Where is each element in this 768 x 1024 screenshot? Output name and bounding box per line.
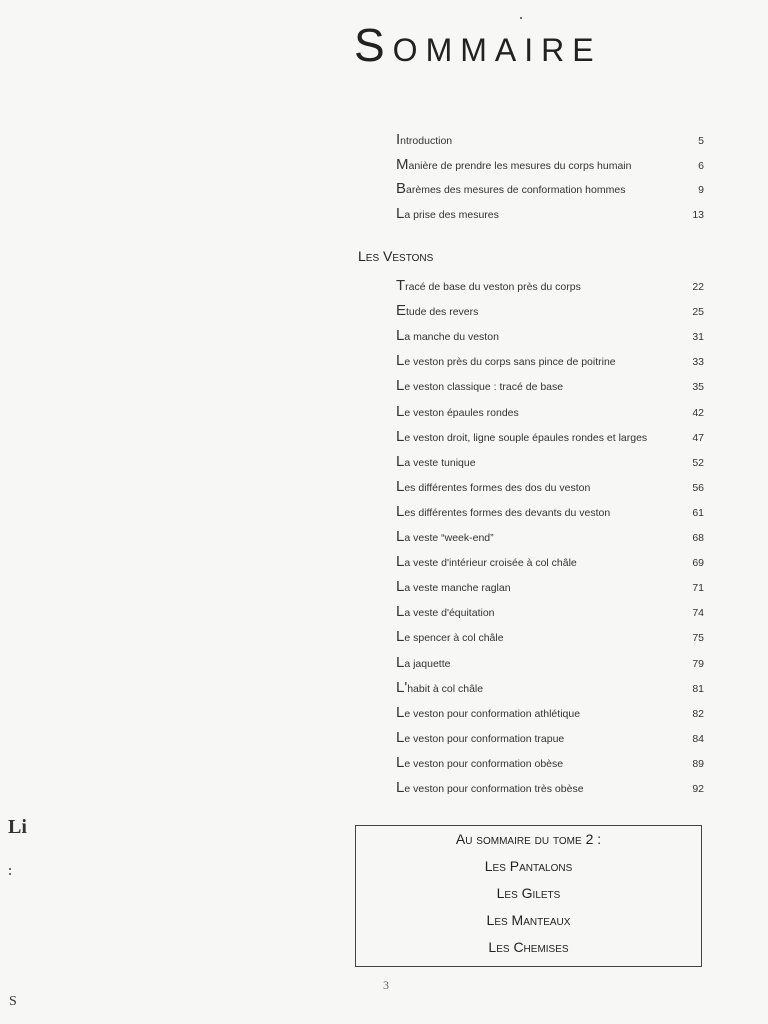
toc-entry (396, 156, 704, 176)
toc-entry-page: 6 (698, 159, 704, 172)
toc-entry-label: Le veston près du corps sans pince de poitrine (396, 352, 616, 370)
margin-fragment-top: Li (8, 816, 27, 838)
toc-entry-label: Le veston pour conformation très obèse (396, 779, 584, 796)
toc-entry (396, 679, 704, 699)
toc-entry-label: La jaquette (396, 653, 451, 671)
toc-entry-label: La veste manche raglan (396, 578, 511, 596)
toc-entry-page: 56 (692, 481, 704, 494)
toc-entry (396, 729, 704, 749)
toc-entry-label: La veste “week-end” (396, 528, 494, 545)
toc-entry-label: Le veston pour conformation trapue (396, 728, 565, 746)
tome-2-item: Les Chemises (488, 939, 569, 955)
toc-entry-label: Barèmes des mesures de conformation hommes (396, 180, 626, 198)
toc-entry (396, 779, 704, 799)
toc-entry-page: 31 (692, 331, 704, 344)
toc-entry-page: 79 (692, 657, 704, 670)
toc-entry-page: 9 (698, 184, 704, 197)
toc-entry-page: 47 (692, 431, 704, 444)
margin-dot (9, 868, 11, 870)
toc-entry (396, 377, 704, 397)
toc-entry (396, 578, 704, 598)
toc-entry (396, 180, 704, 200)
toc-entry-page: 42 (692, 406, 704, 419)
toc-entry-label: Manière de prendre les mesures du corps humain (396, 155, 632, 173)
toc-entry (396, 478, 704, 498)
toc-entry-page: 33 (692, 356, 704, 369)
toc-entry-page: 68 (692, 532, 704, 544)
toc-entry-label: L'habit à col châle (396, 678, 484, 696)
toc-entry (396, 628, 704, 648)
toc-entry (396, 205, 704, 225)
page-title: Sommaire (354, 19, 602, 71)
tome-2-item: Les Manteaux (486, 912, 571, 928)
margin-fragment-bottom: S (9, 994, 17, 1009)
toc-entry-page: 69 (692, 557, 704, 570)
toc-entry (396, 327, 704, 347)
toc-entry (396, 603, 704, 623)
toc-entry-label: Les différentes formes des devants du veston (396, 502, 611, 520)
toc-entry-label: Le veston droit, ligne souple épaules rondes et larges (396, 427, 648, 445)
toc-entry-label: Le veston pour conformation obèse (396, 753, 564, 771)
toc-entry-page: 61 (692, 506, 704, 519)
toc-entry-page: 75 (692, 632, 704, 645)
toc-entry-label: La manche du veston (396, 327, 499, 345)
toc-entry-page: 35 (692, 381, 704, 394)
toc-entry-label: Le spencer à col châle (396, 628, 504, 646)
toc-entry-page: 92 (692, 783, 704, 795)
toc-entry-label: Le veston classique : tracé de base (396, 377, 564, 395)
tome-2-summary-box (355, 825, 702, 967)
margin-dot (9, 873, 11, 875)
toc-entry-label: La veste d'équitation (396, 603, 495, 621)
toc-entry-label: Etude des revers (396, 302, 479, 320)
toc-entry (396, 428, 704, 448)
toc-entry-page: 71 (692, 582, 704, 595)
toc-entry (396, 131, 704, 151)
toc-entry-page: 84 (692, 732, 704, 745)
toc-entry-label: La veste d'intérieur croisée à col châle (396, 553, 577, 571)
toc-entry (396, 277, 704, 297)
toc-entry-page: 82 (692, 707, 704, 720)
tome-2-heading: Au sommaire du tome 2 : (455, 831, 602, 847)
toc-entry-label: Introduction (396, 131, 453, 148)
toc-entry (396, 754, 704, 774)
toc-entry (396, 654, 704, 674)
toc-entry (396, 352, 704, 372)
tome-2-item: Les Pantalons (484, 858, 573, 874)
page-number: 3 (383, 978, 389, 992)
toc-entry (396, 553, 704, 573)
toc-entry-page: 13 (692, 209, 704, 222)
toc-entry (396, 453, 704, 473)
toc-entry-label: Le veston épaules rondes (396, 402, 519, 420)
speck-dot (520, 17, 522, 19)
toc-entry-page: 74 (692, 607, 704, 620)
toc-entry (396, 503, 704, 523)
toc-entry-page: 81 (692, 682, 704, 695)
toc-entry (396, 403, 704, 423)
toc-entry-label: La prise des mesures (396, 205, 499, 223)
toc-entry-label: La veste tunique (396, 452, 476, 470)
toc-entry (396, 704, 704, 724)
tome-2-item: Les Gilets (496, 885, 561, 901)
toc-entry-page: 89 (692, 757, 704, 770)
toc-entry-page: 52 (692, 456, 704, 469)
toc-entry (396, 302, 704, 322)
toc-entry-page: 22 (692, 281, 704, 293)
toc-entry-label: Le veston pour conformation athlétique (396, 703, 581, 721)
toc-entry-page: 5 (698, 135, 704, 147)
toc-entry-label: Tracé de base du veston près du corps (396, 277, 581, 294)
toc-entry (396, 528, 704, 548)
toc-entry-page: 25 (692, 306, 704, 319)
toc-entry-label: Les différentes formes des dos du veston (396, 477, 591, 495)
section-heading-vestons: Les Vestons (358, 248, 434, 264)
